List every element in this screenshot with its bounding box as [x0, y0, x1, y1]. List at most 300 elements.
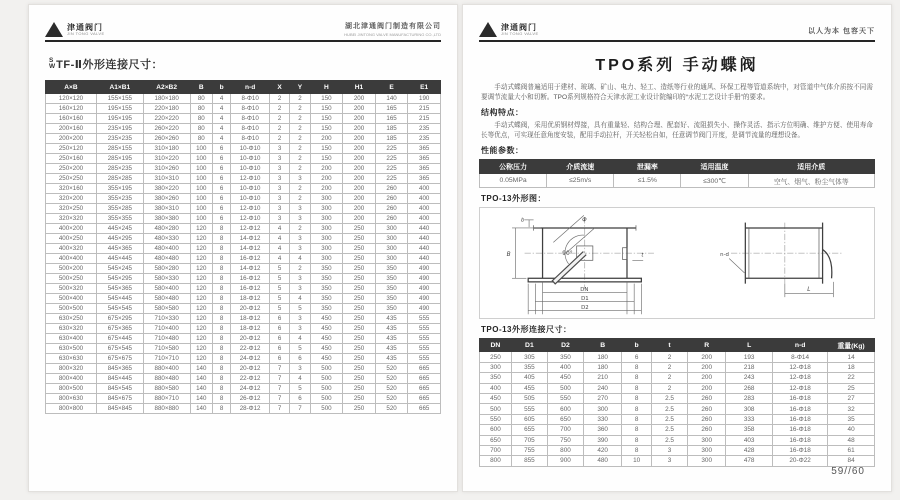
column-header: R: [688, 339, 726, 352]
table-cell: 165: [375, 114, 408, 124]
table-row: [46, 394, 441, 404]
table-cell: 10-Φ10: [231, 144, 270, 154]
table-cell: 480×480: [143, 254, 190, 264]
table-cell: 320×200: [46, 194, 97, 204]
table-cell: 4: [290, 254, 310, 264]
table-cell: 250: [343, 344, 376, 354]
header-rule: [45, 40, 441, 42]
table-cell: 10-Φ10: [231, 194, 270, 204]
table-row: [46, 304, 441, 314]
table-cell: 165: [375, 104, 408, 114]
table-cell: 150: [310, 104, 343, 114]
table-cell: 80: [190, 124, 212, 134]
table-cell: 120: [190, 264, 212, 274]
table-cell: 3: [269, 204, 289, 214]
table-cell: 150: [310, 94, 343, 104]
column-header: 泄漏率: [614, 160, 681, 174]
table-cell: 520: [375, 394, 408, 404]
table-row: [46, 294, 441, 304]
table-row: [46, 324, 441, 334]
table-cell: 22: [828, 373, 875, 383]
table-cell: 545×295: [96, 274, 143, 284]
table-cell: 225: [375, 144, 408, 154]
dim-label-b: b: [520, 218, 525, 225]
table-cell: 218: [726, 362, 773, 372]
params-heading: 性能参数：: [481, 146, 524, 156]
table-cell: 220×180: [143, 104, 190, 114]
table-cell: 500: [547, 383, 583, 393]
table-row: [46, 244, 441, 254]
table-cell: 250: [343, 264, 376, 274]
table-cell: 300: [480, 362, 512, 372]
table-cell: 350: [375, 264, 408, 274]
table-cell: 6: [290, 394, 310, 404]
table-cell: 260: [375, 204, 408, 214]
table-cell: 845×675: [96, 394, 143, 404]
table-cell: 400×320: [46, 244, 97, 254]
table-cell: 40: [828, 425, 875, 435]
table-cell: 800: [480, 456, 512, 466]
table-cell: 555: [511, 404, 547, 414]
table-cell: 200: [343, 214, 376, 224]
table-cell: 140: [190, 374, 212, 384]
table-cell: 435: [375, 334, 408, 344]
table-cell: 8: [212, 324, 230, 334]
dim-label-d1: D1: [581, 296, 589, 303]
table-cell: 440: [408, 254, 441, 264]
table-cell: 480×280: [143, 224, 190, 234]
table-cell: 440: [408, 224, 441, 234]
table-cell: 16-Φ12: [231, 254, 270, 264]
table-cell: 193: [726, 352, 773, 362]
table-cell: 8: [212, 344, 230, 354]
table-row: [480, 174, 875, 188]
column-header: H1: [343, 81, 376, 94]
table-cell: 308: [726, 404, 773, 414]
table-cell: 250: [343, 364, 376, 374]
table-cell: 200: [343, 134, 376, 144]
table-cell: 180: [584, 362, 622, 372]
table-cell: 700: [547, 425, 583, 435]
table-cell: 500×320: [46, 284, 97, 294]
table-cell: 140: [375, 94, 408, 104]
table-cell: 200: [688, 362, 726, 372]
table-cell: 300: [375, 244, 408, 254]
table-cell: 2: [290, 164, 310, 174]
table-cell: 500: [310, 404, 343, 414]
table-row: [46, 344, 441, 354]
table-cell: 160×160: [46, 114, 97, 124]
table-row: [46, 374, 441, 384]
table-cell: 20-Φ12: [231, 334, 270, 344]
table-cell: 200: [688, 352, 726, 362]
table-cell: 35: [828, 414, 875, 424]
table-cell: 6: [212, 194, 230, 204]
table-cell: 8: [212, 284, 230, 294]
table-cell: 2: [290, 114, 310, 124]
table-cell: 210: [584, 373, 622, 383]
table-cell: 8: [622, 393, 652, 403]
table-cell: 710×580: [143, 344, 190, 354]
table-cell: 2: [290, 264, 310, 274]
table-cell: 2.5: [651, 435, 687, 445]
column-header: E1: [408, 81, 441, 94]
table-cell: 2: [651, 373, 687, 383]
column-header: A×B: [46, 81, 97, 94]
table-cell: 2: [290, 144, 310, 154]
table-cell: 10-Φ10: [231, 154, 270, 164]
table-cell: 235: [408, 124, 441, 134]
table-cell: 4: [290, 294, 310, 304]
table-cell: 3: [290, 364, 310, 374]
table-row: [480, 435, 875, 445]
table-cell: 580×330: [143, 274, 190, 284]
table-cell: 580×580: [143, 304, 190, 314]
table-cell: 120: [190, 344, 212, 354]
column-header: 适用温度: [681, 160, 748, 174]
table-cell: 6: [212, 164, 230, 174]
table-cell: 14-Φ12: [231, 264, 270, 274]
table-cell: 200×200: [46, 134, 97, 144]
logo-subtext: JIN TONG VALVE: [67, 30, 105, 36]
table-cell: 428: [726, 445, 773, 455]
table-cell: 8-Φ10: [231, 94, 270, 104]
table-cell: 250: [343, 294, 376, 304]
table-cell: 220×220: [143, 114, 190, 124]
column-header: b: [622, 339, 652, 352]
table-cell: 6: [269, 324, 289, 334]
table-cell: 350: [310, 304, 343, 314]
table-cell: 24-Φ12: [231, 384, 270, 394]
table-cell: 8: [622, 383, 652, 393]
table-cell: 580×400: [143, 284, 190, 294]
table-cell: 12-Φ10: [231, 204, 270, 214]
logo-text: 津通阀门: [67, 22, 103, 32]
intro-paragraph: 手动式蝶阀普遍适用于建材、玻璃、矿山、电力、轻工、造纸等行业的通风、环保工程等管道系统中，对管道中气体介质按不同需要调节流量大小和切断。TPO系列规格符合天津水泥工业设计院编印的“水泥工艺设计手册”的要求。: [481, 84, 873, 101]
table-row: [46, 124, 441, 134]
table-cell: 3: [290, 214, 310, 224]
table-cell: 8: [622, 445, 652, 455]
table-cell: 3: [269, 154, 289, 164]
table-cell: 200: [343, 114, 376, 124]
table-cell: 580×480: [143, 294, 190, 304]
table-cell: 200: [343, 174, 376, 184]
table-cell: 365: [408, 144, 441, 154]
table-cell: 500×400: [46, 294, 97, 304]
table-cell: 665: [408, 394, 441, 404]
table-cell: 600: [480, 425, 512, 435]
table-cell: 12-Φ10: [231, 214, 270, 224]
table-cell: 320×250: [46, 204, 97, 214]
table-cell: 4: [212, 114, 230, 124]
table-cell: 450: [310, 324, 343, 334]
table-cell: 2.5: [651, 414, 687, 424]
dims-heading: TPO-13外形连接尺寸：: [481, 325, 572, 335]
table-cell: 8: [622, 414, 652, 424]
company-logo: [45, 22, 105, 37]
table-cell: 4: [290, 374, 310, 384]
table-cell: 4: [269, 234, 289, 244]
table-cell: 2: [290, 194, 310, 204]
table-cell: 3: [290, 314, 310, 324]
logo-subtext: JIN TONG VALVE: [501, 30, 539, 36]
table-cell: 195×195: [96, 114, 143, 124]
table-cell: 25: [828, 383, 875, 393]
table-cell: 250: [343, 374, 376, 384]
table-cell: 260: [375, 194, 408, 204]
column-header: L: [726, 339, 773, 352]
table-cell: 16-Φ18: [773, 425, 828, 435]
table-cell: 8: [212, 304, 230, 314]
table-cell: 8-Φ14: [773, 352, 828, 362]
features-paragraph: 手动式蝶阀，采用优质钢材焊接，具有重量轻、结构合理、配套好、流阻损失小、操作灵活、指示方位明确、维护方便、使用寿命长等优点，可实现任意角度安装，配用手动拉杆，开关轻松自如，任意调节阀门开度，是调节流量的理想设备。: [481, 122, 873, 139]
table-cell: 250: [343, 224, 376, 234]
table-cell: 320×320: [46, 214, 97, 224]
table-header-row: [46, 81, 441, 94]
table-cell: 800×320: [46, 364, 97, 374]
table-cell: 500×200: [46, 264, 97, 274]
table-cell: 120: [190, 294, 212, 304]
table-cell: 4: [269, 254, 289, 264]
table-cell: 8: [622, 425, 652, 435]
table-cell: 27: [828, 393, 875, 403]
table-cell: 285×195: [96, 154, 143, 164]
table-cell: 445×365: [96, 244, 143, 254]
table-cell: 2: [269, 124, 289, 134]
dim-label-dn: DN: [580, 287, 589, 294]
table-cell: 260×220: [143, 124, 190, 134]
table-cell: 3: [290, 324, 310, 334]
table-cell: 500×250: [46, 274, 97, 284]
table-cell: 350: [480, 373, 512, 383]
connection-dimensions-table: [45, 80, 441, 414]
table-cell: 445×445: [96, 254, 143, 264]
table-cell: 855: [511, 456, 547, 466]
table-cell: 260: [375, 184, 408, 194]
table-cell: 420: [584, 445, 622, 455]
table-cell: 12-Φ12: [231, 224, 270, 234]
table-cell: 630×320: [46, 324, 97, 334]
table-cell: 250: [343, 394, 376, 404]
table-cell: 250: [343, 234, 376, 244]
title-prefix-w: W: [49, 63, 56, 70]
table-header-row: [480, 339, 875, 352]
table-cell: 800×800: [46, 404, 97, 414]
page-title: TPO系列 手动蝶阀: [595, 57, 759, 74]
table-cell: 300: [310, 244, 343, 254]
table-cell: 545×545: [96, 304, 143, 314]
dim-label-nd: n-d: [720, 252, 729, 259]
table-cell: 330: [584, 414, 622, 424]
table-row: [46, 404, 441, 414]
header-rule: [479, 40, 875, 42]
table-cell: 250: [343, 274, 376, 284]
table-cell: 6: [269, 344, 289, 354]
table-cell: 5: [269, 294, 289, 304]
table-cell: 403: [726, 435, 773, 445]
table-cell: 10: [622, 456, 652, 466]
table-cell: 140: [190, 384, 212, 394]
table-cell: 12-Φ18: [773, 362, 828, 372]
table-cell: 10-Φ10: [231, 164, 270, 174]
table-cell: 2: [290, 134, 310, 144]
table-row: [46, 224, 441, 234]
table-row: [46, 104, 441, 114]
table-cell: 7: [290, 404, 310, 414]
company-logo: [479, 22, 539, 37]
table-row: [46, 94, 441, 104]
table-cell: 200: [310, 184, 343, 194]
table-cell: 710×330: [143, 314, 190, 324]
table-cell: 4: [212, 94, 230, 104]
table-cell: 2: [290, 94, 310, 104]
table-cell: 365: [408, 154, 441, 164]
table-cell: 190: [408, 94, 441, 104]
table-cell: 845×545: [96, 384, 143, 394]
table-cell: 300: [310, 214, 343, 224]
table-cell: 5: [290, 344, 310, 354]
table-header-row: [480, 160, 875, 174]
table-cell: 260: [688, 404, 726, 414]
table-cell: 250×160: [46, 154, 97, 164]
table-cell: 490: [408, 304, 441, 314]
table-cell: 520: [375, 384, 408, 394]
table-cell: 48: [828, 435, 875, 445]
table-cell: 8: [212, 404, 230, 414]
table-cell: 80: [190, 104, 212, 114]
column-header: 公称压力: [480, 160, 547, 174]
table-cell: 350: [310, 274, 343, 284]
column-header: A1×B1: [96, 81, 143, 94]
table-cell: 3: [290, 204, 310, 214]
table-cell: 8: [622, 362, 652, 372]
table-cell: 6: [212, 154, 230, 164]
table-cell: 675×445: [96, 334, 143, 344]
logo-text: 津通阀门: [501, 22, 537, 32]
table-cell: 665: [408, 384, 441, 394]
table-cell: 333: [726, 414, 773, 424]
table-cell: 240: [584, 383, 622, 393]
table-cell: 5: [269, 264, 289, 274]
table-cell: 6: [269, 314, 289, 324]
table-row: [46, 334, 441, 344]
table-cell: ≤300℃: [681, 174, 748, 188]
table-row: [46, 134, 441, 144]
table-cell: 140: [190, 404, 212, 414]
table-cell: 2: [651, 383, 687, 393]
table-cell: 225: [375, 154, 408, 164]
table-cell: 8: [212, 394, 230, 404]
table-cell: 2: [290, 154, 310, 164]
table-cell: 12-Φ10: [231, 174, 270, 184]
table-cell: 650: [480, 435, 512, 445]
table-cell: 490: [408, 274, 441, 284]
table-cell: 300: [310, 194, 343, 204]
table-cell: 6: [212, 174, 230, 184]
table-cell: 235: [408, 134, 441, 144]
table-cell: 8-Φ10: [231, 104, 270, 114]
table-cell: 350: [375, 284, 408, 294]
table-cell: 200: [688, 373, 726, 383]
table-cell: 6: [212, 184, 230, 194]
table-cell: 2: [651, 362, 687, 372]
table-cell: 3: [290, 244, 310, 254]
table-cell: 285×285: [96, 174, 143, 184]
table-cell: 5: [269, 274, 289, 284]
logo-triangle-icon: [45, 22, 63, 37]
table-cell: 12-Φ18: [773, 373, 828, 383]
dim-label-phi: Φ: [582, 218, 587, 225]
table-cell: 6: [212, 214, 230, 224]
table-row: [46, 144, 441, 154]
table-cell: 655: [511, 425, 547, 435]
table-cell: 200×160: [46, 124, 97, 134]
table-cell: 150: [310, 144, 343, 154]
table-cell: 555: [408, 344, 441, 354]
table-cell: 555: [408, 324, 441, 334]
left-title-text: TF-Ⅱ外形连接尺寸：: [56, 59, 163, 71]
table-cell: 4: [212, 134, 230, 144]
table-cell: 160×120: [46, 104, 97, 114]
table-cell: 2: [269, 94, 289, 104]
table-cell: 630×630: [46, 354, 97, 364]
table-cell: 120: [190, 234, 212, 244]
table-cell: 545×445: [96, 294, 143, 304]
table-row: [480, 414, 875, 424]
table-cell: 16-Φ18: [773, 414, 828, 424]
table-cell: 8: [212, 364, 230, 374]
table-cell: 8: [212, 334, 230, 344]
table-row: [480, 456, 875, 466]
table-cell: 710×710: [143, 354, 190, 364]
table-cell: 450: [480, 393, 512, 403]
table-cell: 空气、烟气、粉尘气体等: [748, 174, 874, 188]
table-cell: 250: [343, 284, 376, 294]
table-cell: 8: [622, 435, 652, 445]
table-cell: 16-Φ12: [231, 284, 270, 294]
table-cell: 380×310: [143, 204, 190, 214]
table-cell: 310×260: [143, 164, 190, 174]
dim-label-l: L: [807, 287, 811, 294]
table-cell: 8: [212, 314, 230, 324]
table-cell: 14-Φ12: [231, 244, 270, 254]
table-cell: 2: [269, 104, 289, 114]
table-row: [480, 362, 875, 372]
column-header: B: [190, 81, 212, 94]
table-cell: 300: [310, 204, 343, 214]
table-cell: 120: [190, 284, 212, 294]
table-cell: 4: [212, 124, 230, 134]
table-cell: 8: [212, 294, 230, 304]
table-cell: 16-Φ18: [773, 404, 828, 414]
table-cell: 555: [408, 354, 441, 364]
table-cell: 555: [408, 314, 441, 324]
table-cell: 200: [343, 164, 376, 174]
table-cell: 155×155: [96, 94, 143, 104]
table-cell: 600: [547, 404, 583, 414]
table-row: [480, 425, 875, 435]
table-cell: 5: [269, 304, 289, 314]
table-cell: 550: [547, 393, 583, 403]
table-cell: 880×710: [143, 394, 190, 404]
table-cell: 380×260: [143, 194, 190, 204]
table-cell: 400: [408, 214, 441, 224]
table-cell: 18-Φ12: [231, 294, 270, 304]
table-cell: 2: [290, 224, 310, 234]
table-cell: 6: [622, 352, 652, 362]
company-name-en: HUBEI JINTONG VALVE MANUFACTURING CO.,LTD: [344, 32, 441, 37]
table-cell: 300: [310, 234, 343, 244]
